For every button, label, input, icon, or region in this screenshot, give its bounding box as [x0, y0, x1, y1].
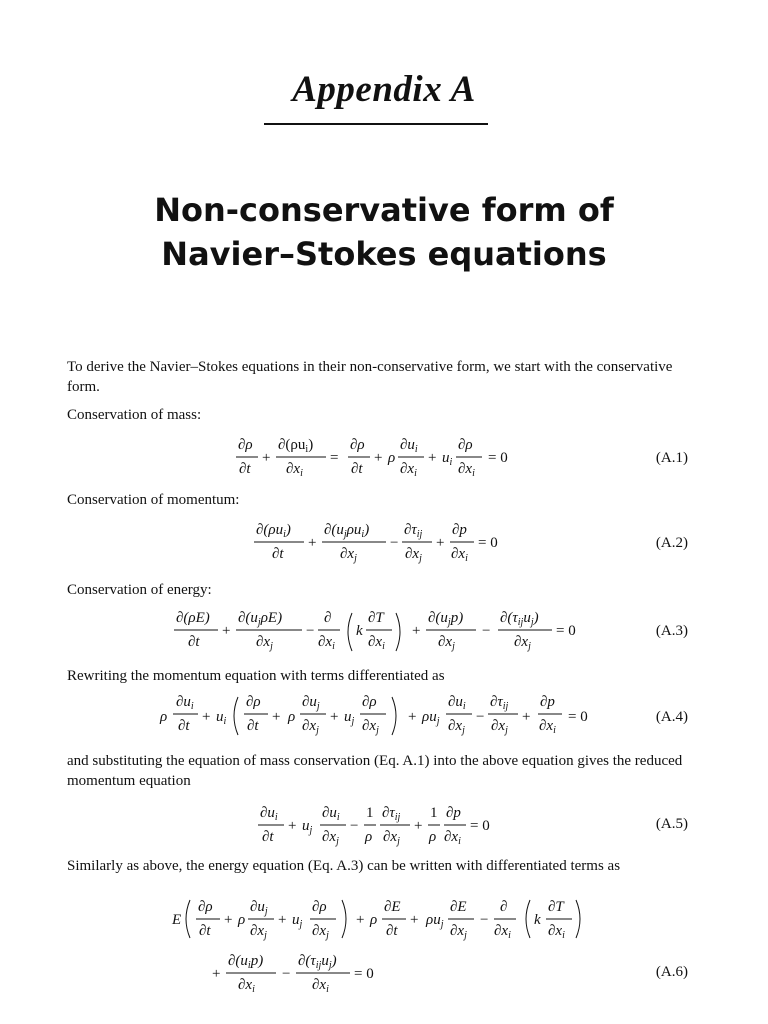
- svg-text:∂xi: $\partial x_i$: [400, 461, 417, 479]
- equation-number: (A.1): [655, 450, 688, 466]
- equation-number: (A.3): [655, 623, 688, 639]
- svg-text:+: +: [408, 709, 417, 725]
- svg-text:ui: $u_i$: [216, 709, 227, 727]
- svg-text:=: =: [330, 450, 339, 466]
- svg-text:∂xi: $\partial x_i$: [548, 923, 565, 941]
- svg-text:∂xj: $\partial x_j$: [514, 634, 531, 652]
- svg-text:∂ui: $\partial u_i$: [322, 805, 340, 823]
- svg-text:∂xj: $\partial x_j$: [250, 923, 267, 941]
- svg-text:∂xj: $\partial x_j$: [362, 718, 379, 736]
- svg-text:∂xj: $\partial x_j$: [448, 718, 465, 736]
- svg-text:= 0: = 0: [354, 966, 374, 982]
- svg-text:∂E: ∂E: [384, 899, 401, 915]
- svg-text:−: −: [390, 535, 399, 551]
- svg-text:∂ui: $\partial u_i$: [176, 694, 194, 712]
- svg-text:∂τij: $\partial\tau_{ij}$: [490, 694, 509, 712]
- svg-text:+: +: [262, 450, 271, 466]
- svg-text:∂ui: $\partial u_i$: [400, 437, 418, 455]
- svg-text:∂E: ∂E: [450, 899, 467, 915]
- svg-text:−: −: [482, 623, 491, 639]
- svg-text:uj: $u_j$: [292, 912, 303, 930]
- svg-text:+: +: [374, 450, 383, 466]
- svg-text:ρ: ρ: [238, 912, 246, 928]
- svg-text:uj: $u_j$: [302, 818, 313, 836]
- svg-text:∂t: ∂t: [272, 546, 284, 562]
- svg-text:ui: $u_i$: [442, 450, 453, 468]
- svg-text:∂xi: $\partial x_i$: [238, 977, 255, 995]
- title-divider: [264, 123, 488, 125]
- svg-text:+: +: [224, 912, 233, 928]
- svg-text:∂xj: $\partial x_j$: [438, 634, 455, 652]
- svg-text:∂t: ∂t: [386, 923, 398, 939]
- svg-text:∂ρ: ∂ρ: [238, 437, 253, 453]
- svg-text:−: −: [306, 623, 315, 639]
- svg-text:∂xi: $\partial x_i$: [458, 461, 475, 479]
- momentum-heading: Conservation of momentum:: [67, 492, 240, 508]
- equation-number: (A.5): [655, 816, 688, 832]
- svg-text:+: +: [202, 709, 211, 725]
- svg-text:∂p: ∂p: [452, 522, 467, 538]
- mass-heading: Conservation of mass:: [67, 407, 202, 423]
- svg-text:= 0: = 0: [568, 709, 588, 725]
- svg-text:−: −: [350, 818, 359, 834]
- svg-text:∂ρ: ∂ρ: [198, 899, 213, 915]
- svg-text:+: +: [288, 818, 297, 834]
- svg-text:∂xi: $\partial x_i$: [539, 718, 556, 736]
- svg-text:∂xj: $\partial x_j$: [302, 718, 319, 736]
- svg-text:∂ui: $\partial u_i$: [260, 805, 278, 823]
- svg-text:+: +: [436, 535, 445, 551]
- equation-a5: [0, 798, 768, 858]
- svg-text:k: k: [356, 623, 363, 639]
- svg-text:+: +: [428, 450, 437, 466]
- svg-text:= 0: = 0: [470, 818, 490, 834]
- svg-text:ρuj: $\rho u_j$: [422, 709, 440, 727]
- appendix-label: Appendix A: [292, 69, 476, 110]
- svg-text:∂t: ∂t: [188, 634, 200, 650]
- svg-text:∂τij: $\partial\tau_{ij}$: [382, 805, 401, 823]
- svg-text:+: +: [278, 912, 287, 928]
- svg-text:∂xj: $\partial x_j$: [340, 546, 357, 564]
- chapter-title-line-1: Non-conservative form of: [154, 191, 614, 229]
- equation-a6: [0, 898, 768, 998]
- svg-text:ρ: ρ: [288, 709, 296, 725]
- chapter-title-line-2: Navier–Stokes equations: [161, 235, 607, 273]
- svg-text:∂xi: $\partial x_i$: [451, 546, 468, 564]
- svg-text:∂(uip): $\partial(u_ip)$: [228, 953, 264, 971]
- svg-text:−: −: [282, 966, 291, 982]
- svg-text:∂t: ∂t: [262, 829, 274, 845]
- svg-text:+: +: [414, 818, 423, 834]
- svg-text:∂xi: $\partial x_i$: [444, 829, 461, 847]
- svg-text:∂xi: $\partial x_i$: [494, 923, 511, 941]
- svg-text:∂(ujρE): $\partial(u_j\rho E)$: [238, 610, 283, 628]
- svg-text:−: −: [476, 709, 485, 725]
- svg-text:∂xj: $\partial x_j$: [405, 546, 422, 564]
- rewrite-text: Rewriting the momentum equation with terms differentiated as: [67, 668, 445, 684]
- svg-text:∂: ∂: [324, 610, 332, 626]
- svg-text:1: 1: [366, 805, 374, 821]
- svg-text:∂uj: $\partial u_j$: [302, 694, 320, 712]
- svg-text:∂xi: $\partial x_i$: [318, 634, 335, 652]
- svg-text:E: E: [172, 912, 182, 928]
- svg-text:∂xj: $\partial x_j$: [491, 718, 508, 736]
- svg-text:∂ρ: ∂ρ: [362, 694, 377, 710]
- svg-text:1: 1: [430, 805, 438, 821]
- svg-text:= 0: = 0: [488, 450, 508, 466]
- equation-a3: [0, 603, 768, 663]
- equation-number: (A.2): [655, 535, 688, 551]
- svg-text:+: +: [272, 709, 281, 725]
- svg-text:∂t: ∂t: [199, 923, 211, 939]
- svg-text:∂p: ∂p: [446, 805, 461, 821]
- svg-text:∂(τijuj): $\partial(\tau_{ij}u_j)$: [500, 610, 539, 628]
- svg-text:+: +: [212, 966, 221, 982]
- svg-text:+: +: [308, 535, 317, 551]
- intro-paragraph: To derive the Navier–Stokes equations in their non-conservative form, we start with the conservative form.: [67, 359, 673, 395]
- svg-text:∂p: ∂p: [540, 694, 555, 710]
- svg-text:∂: ∂: [500, 899, 508, 915]
- svg-text:ρ: ρ: [160, 709, 168, 725]
- svg-text:∂xj: $\partial x_j$: [383, 829, 400, 847]
- svg-text:∂xj: $\partial x_j$: [312, 923, 329, 941]
- svg-text:∂(ρui): $\partial(\rho u_i)$: [278, 437, 314, 455]
- svg-text:∂ρ: ∂ρ: [312, 899, 327, 915]
- svg-text:∂xj: $\partial x_j$: [256, 634, 273, 652]
- svg-text:∂xj: $\partial x_j$: [450, 923, 467, 941]
- svg-text:∂t: ∂t: [247, 718, 259, 734]
- svg-text:ρ: ρ: [429, 829, 437, 845]
- equation-a2: [0, 515, 768, 575]
- svg-text:∂ui: $\partial u_i$: [448, 694, 466, 712]
- energy-heading: Conservation of energy:: [67, 582, 212, 598]
- chapter-title: [0, 188, 768, 276]
- svg-text:−: −: [480, 912, 489, 928]
- svg-text:∂τij: $\partial\tau_{ij}$: [404, 522, 423, 540]
- svg-text:+: +: [222, 623, 231, 639]
- svg-text:= 0: = 0: [478, 535, 498, 551]
- svg-text:∂(τijuj): $\partial(\tau_{ij}u_j)$: [298, 953, 337, 971]
- equation-number: (A.4): [655, 709, 688, 725]
- svg-text:∂t: ∂t: [239, 461, 251, 477]
- svg-text:ρ: ρ: [365, 829, 373, 845]
- svg-text:+: +: [522, 709, 531, 725]
- svg-text:∂xi: $\partial x_i$: [286, 461, 303, 479]
- svg-text:k: k: [534, 912, 541, 928]
- svg-text:∂T: ∂T: [368, 610, 384, 626]
- svg-text:+: +: [412, 623, 421, 639]
- equation-number: (A.6): [655, 964, 688, 980]
- svg-text:∂ρ: ∂ρ: [458, 437, 473, 453]
- svg-text:∂xi: $\partial x_i$: [312, 977, 329, 995]
- svg-text:∂ρ: ∂ρ: [246, 694, 261, 710]
- svg-text:∂(ujp): $\partial(u_jp)$: [428, 610, 464, 628]
- substitute-text: and substituting the equation of mass conservation (Eq. A.1) into the above equation gives the reduced momentum equation: [67, 753, 683, 789]
- svg-text:∂t: ∂t: [351, 461, 363, 477]
- equation-a1: [0, 430, 768, 490]
- svg-text:+: +: [356, 912, 365, 928]
- svg-text:∂(ρE): ∂(ρE): [176, 610, 210, 626]
- svg-text:ρuj: $\rho u_j$: [426, 912, 444, 930]
- svg-text:∂(ujρui): $\partial(u_j\rho u_i)$: [324, 522, 370, 540]
- svg-text:∂T: ∂T: [548, 899, 564, 915]
- similarly-text: Similarly as above, the energy equation (Eq. A.3) can be written with differentiated terms as: [67, 858, 621, 874]
- svg-text:ρ: ρ: [388, 450, 396, 466]
- svg-text:ρ: ρ: [370, 912, 378, 928]
- svg-text:+: +: [330, 709, 339, 725]
- svg-text:uj: $u_j$: [344, 709, 355, 727]
- svg-text:∂xj: $\partial x_j$: [322, 829, 339, 847]
- svg-text:+: +: [410, 912, 419, 928]
- svg-text:∂(ρui): $\partial(\rho u_i)$: [256, 522, 291, 540]
- svg-text:∂uj: $\partial u_j$: [250, 899, 268, 917]
- equation-a4: [0, 687, 768, 747]
- svg-text:∂ρ: ∂ρ: [350, 437, 365, 453]
- svg-text:∂xi: $\partial x_i$: [368, 634, 385, 652]
- svg-text:∂t: ∂t: [178, 718, 190, 734]
- svg-text:= 0: = 0: [556, 623, 576, 639]
